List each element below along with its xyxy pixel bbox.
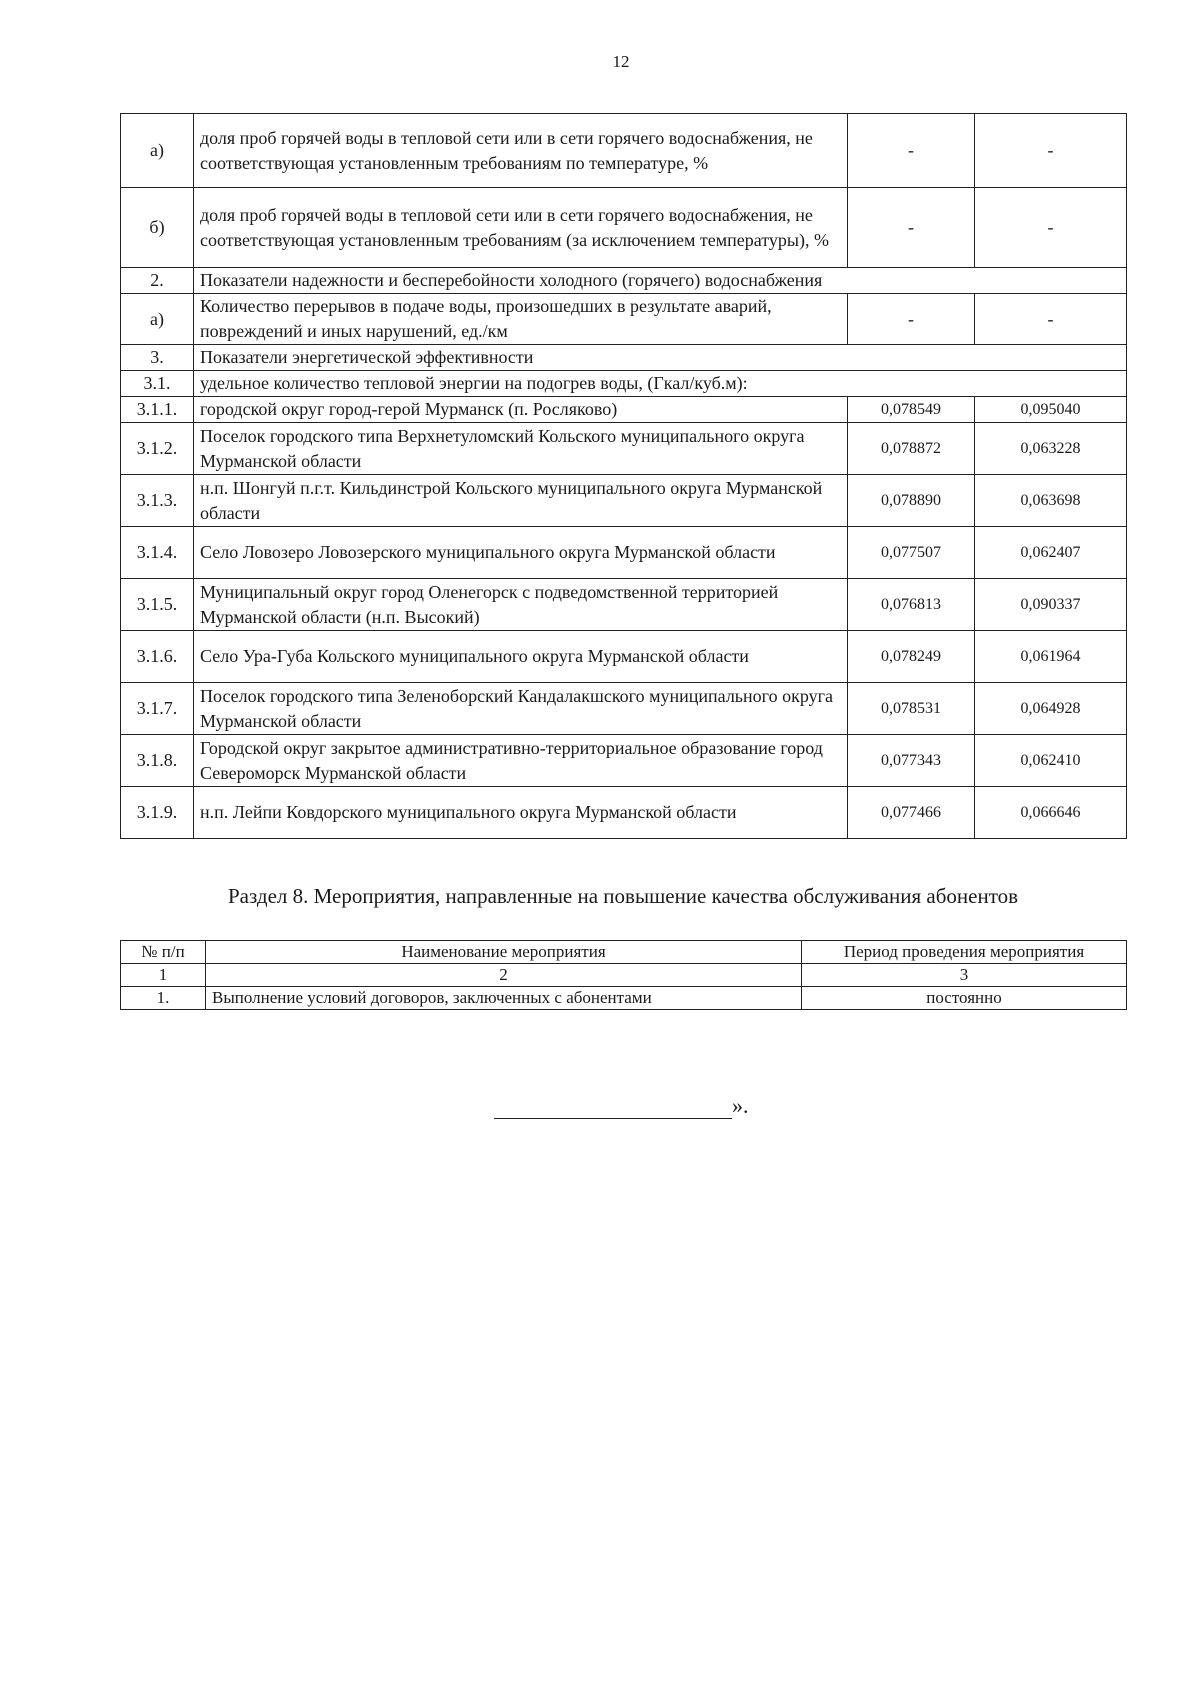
section8-heading: Раздел 8. Мероприятия, направленные на повышение качества обслуживания абонентов: [227, 884, 1019, 908]
value-col1: 0,078872: [848, 423, 975, 475]
row-text: Городской округ закрытое административно-территориальное образование город Североморск Мурманской области: [194, 735, 848, 787]
value-col1: 0,078249: [848, 631, 975, 683]
table-row: [121, 683, 1127, 735]
table-row: [121, 371, 1127, 397]
indicators-table: [120, 113, 1127, 839]
row-text: Село Ловозеро Ловозерского муниципального округа Мурманской области: [194, 527, 848, 579]
row-number: б): [121, 188, 194, 268]
event-name: Выполнение условий договоров, заключенных с абонентами: [206, 987, 802, 1010]
column-number: 2: [206, 964, 802, 987]
closing-line: [494, 1093, 749, 1119]
column-number: 1: [121, 964, 206, 987]
value-col1: 0,078890: [848, 475, 975, 527]
table-row: [121, 188, 1127, 268]
value-col1: 0,077466: [848, 787, 975, 839]
value-col2: 0,095040: [975, 397, 1127, 423]
value-col1: -: [848, 294, 975, 345]
row-text: Поселок городского типа Зеленоборский Кандалакшского муниципального округа Мурманской области: [194, 683, 848, 735]
value-col1: -: [848, 188, 975, 268]
table-row: [121, 114, 1127, 188]
value-col2: 0,061964: [975, 631, 1127, 683]
row-number: 3.: [121, 345, 194, 371]
table-row: [121, 423, 1127, 475]
table-row: [121, 735, 1127, 787]
value-col2: 0,062410: [975, 735, 1127, 787]
table-row: [121, 397, 1127, 423]
table-row: [121, 631, 1127, 683]
closing-quote: ».: [732, 1093, 749, 1118]
value-col2: -: [975, 114, 1127, 188]
row-text: Показатели надежности и бесперебойности холодного (горячего) водоснабжения: [194, 268, 1127, 294]
row-text: н.п. Шонгуй п.г.т. Кильдинстрой Кольского муниципального округа Мурманской области: [194, 475, 848, 527]
row-number: 3.1.1.: [121, 397, 194, 423]
row-text: удельное количество тепловой энергии на подогрев воды, (Гкал/куб.м):: [194, 371, 1127, 397]
value-col2: -: [975, 294, 1127, 345]
row-text: городской округ город-герой Мурманск (п. Росляково): [194, 397, 848, 423]
value-col1: -: [848, 114, 975, 188]
header-name: Наименование мероприятия: [206, 941, 802, 964]
header-number: № п/п: [121, 941, 206, 964]
value-col1: 0,078531: [848, 683, 975, 735]
table-row: [121, 268, 1127, 294]
row-text: Показатели энергетической эффективности: [194, 345, 1127, 371]
table-header-row: [121, 941, 1127, 964]
table-row: [121, 527, 1127, 579]
row-number: а): [121, 294, 194, 345]
row-number: 3.1.: [121, 371, 194, 397]
row-number: 3.1.9.: [121, 787, 194, 839]
row-text: н.п. Лейпи Ковдорского муниципального округа Мурманской области: [194, 787, 848, 839]
table-row: [121, 579, 1127, 631]
row-text: доля проб горячей воды в тепловой сети или в сети горячего водоснабжения, не соответствующая установленным требованиям (за исключением температуры), %: [194, 188, 848, 268]
row-number: 3.1.8.: [121, 735, 194, 787]
table-row: [121, 987, 1127, 1010]
row-number: а): [121, 114, 194, 188]
value-col2: -: [975, 188, 1127, 268]
value-col2: 0,064928: [975, 683, 1127, 735]
event-number: 1.: [121, 987, 206, 1010]
table-row: [121, 787, 1127, 839]
row-text: Поселок городского типа Верхнетуломский Кольского муниципального округа Мурманской области: [194, 423, 848, 475]
value-col1: 0,077343: [848, 735, 975, 787]
page-number: 12: [612, 52, 630, 71]
value-col2: 0,062407: [975, 527, 1127, 579]
table-row: [121, 475, 1127, 527]
row-number: 3.1.7.: [121, 683, 194, 735]
value-col1: 0,078549: [848, 397, 975, 423]
row-text: доля проб горячей воды в тепловой сети или в сети горячего водоснабжения, не соответствующая установленным требованиям по температуре, %: [194, 114, 848, 188]
value-col2: 0,090337: [975, 579, 1127, 631]
value-col1: 0,076813: [848, 579, 975, 631]
events-table: [120, 940, 1127, 1010]
row-text: Муниципальный округ город Оленегорск с подведомственной территорией Мурманской области (н.п. Высокий): [194, 579, 848, 631]
column-number: 3: [802, 964, 1127, 987]
row-number: 3.1.6.: [121, 631, 194, 683]
event-period: постоянно: [802, 987, 1127, 1010]
value-col2: 0,063228: [975, 423, 1127, 475]
table-row: [121, 345, 1127, 371]
signature-line: [494, 1096, 732, 1119]
row-number: 2.: [121, 268, 194, 294]
value-col2: 0,063698: [975, 475, 1127, 527]
row-number: 3.1.3.: [121, 475, 194, 527]
header-period: Период проведения мероприятия: [802, 941, 1127, 964]
row-number: 3.1.2.: [121, 423, 194, 475]
row-number: 3.1.4.: [121, 527, 194, 579]
row-text: Количество перерывов в подаче воды, произошедших в результате аварий, повреждений и иных нарушений, ед./км: [194, 294, 848, 345]
table-row: [121, 294, 1127, 345]
row-number: 3.1.5.: [121, 579, 194, 631]
row-text: Село Ура-Губа Кольского муниципального округа Мурманской области: [194, 631, 848, 683]
column-number-row: [121, 964, 1127, 987]
value-col2: 0,066646: [975, 787, 1127, 839]
value-col1: 0,077507: [848, 527, 975, 579]
